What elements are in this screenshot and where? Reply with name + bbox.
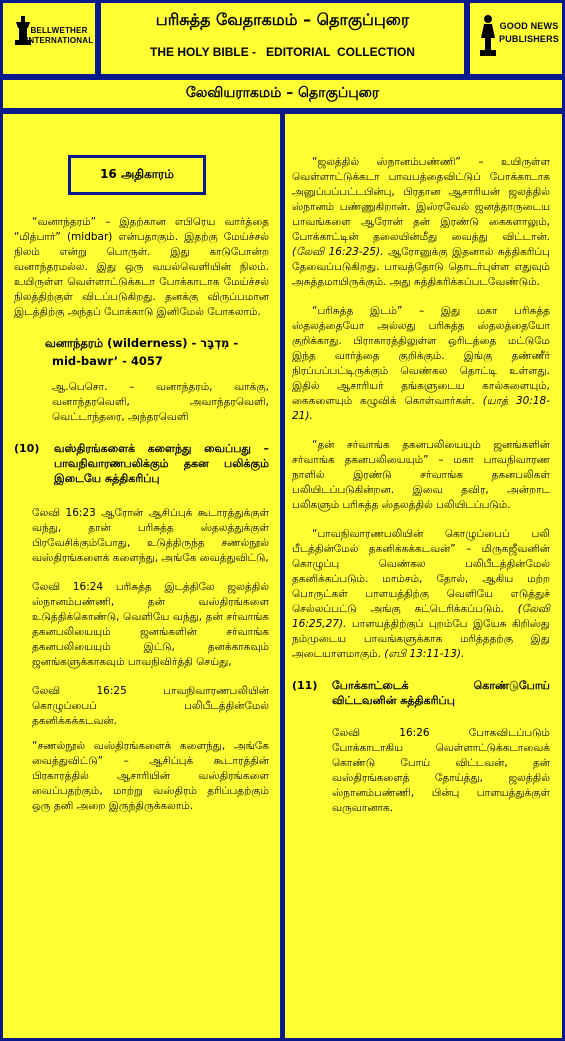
paragraph-fat-offering-text: “பாவநிவாரணபலியின் கொழுப்பைப் பலி பீடத்தின்மேல் தகனிக்கக்கடவன்” – மிருகஜீவனின் கொழுப்பு வெண்கல பலிபீடத்தின்மேல் தகனிக்கப்படும். மாம்சம், தோல், ஆகிய மற்ற பொருட்கள் பாளயத்திற்கு வெளியே எடுத்துச் செல்லப்பட்டு அங்கு சுட்டெரிக்கப்படும். — [292, 528, 550, 615]
good-news-emblem-icon — [477, 14, 499, 58]
verse-16-25-ref: லேவி 16:25 — [32, 685, 127, 697]
verse-16-24-text: பரிசுத்த இடத்திலே ஜலத்தில் ஸ்நானம்பண்ணி, தன் வஸ்திரங்களை உடுத்திக்கொண்டு, வெளியே வந்து, தன் சர்வாங்க தகனபலியையும் ஜனங்களின் சர்வாங்க தகனபலியையும் இட்டு, தனக்காகவும் ஜனங்களுக்காகவும் பாவநிவிர்த்தி செய்து, — [32, 581, 270, 668]
section-11-title: போக்காட்டைக் கொண்டுபோய் விட்டவனின் சுத்திகரிப்பு — [332, 679, 550, 707]
paragraph-holy-place — [292, 304, 550, 424]
bellwether-logo-line2: INTERNATIONAL — [26, 36, 94, 45]
chapter-label-box — [68, 155, 206, 195]
header-title-english: THE HOLY BIBLE - EDITORIAL COLLECTION — [150, 45, 415, 59]
wilderness-heading-line1: வனாந்தரம் (wilderness) - מִדְבָּר - — [44, 336, 239, 350]
section-10-number: (10) — [14, 442, 40, 455]
verse-16-23 — [14, 506, 269, 566]
paragraph-fat-offering-ref: (லேவி 16:25,27). — [292, 603, 550, 630]
paragraph-midbar: “வனாந்தரம்” – இதற்கான எபிரெய வார்த்தை “மித்பார்” (midbar) என்பதாகும். இதற்கு மேய்ச்சல் நிலம் என்று பொருள். இது காடுபோன்ற வனாந்தரமல்ல. இது ஒரு வயல்வெளியின் நிலம். உயிருள்ள வெள்ளாட்டுக்கடா போக்காடாக மேய்ச்சல் நிலத்திற்குள் விடப்படுகிறது. தனக்கு விருப்பமான இடத்திற்கு அந்தப் போக்காடு இனிமேல் போகலாம். — [14, 216, 269, 318]
paragraph-fat-offering — [292, 527, 550, 662]
paragraph-bathing — [292, 155, 550, 290]
paragraph-linen-garments: “சணல்நூல் வஸ்திரங்களைக் களைந்து, அங்கே வைத்துவிட்டு” – ஆசிப்புக் கூடாரத்தின் பிரகாரத்தில் ஆசாரியின் வஸ்திரங்களை வைப்பதற்கும், மாற்று வஸ்திரம் தரிப்பதற்கும் ஒரு தனி அறை இருந்திருக்கலாம். — [32, 740, 269, 812]
good-news-logo-line2: PUBLISHERS — [499, 34, 560, 44]
paragraph-fat-offering-ref2: (எபி 13:11-13). — [384, 648, 465, 660]
verse-16-25-text: பாவநிவாரணபலியின் கொழுப்பைப் பலிபீடத்தின்மேல் தகனிக்கக்கடவன். — [32, 685, 269, 727]
verse-16-26-ref: லேவி 16:26 — [332, 727, 430, 739]
chapter-label: 16 அதிகாரம் — [100, 167, 174, 181]
paragraph-bathing-end: ஆரோனுக்கு இதனால் சுத்திகரிப்பு தேவைப்படுகிறது. பாவத்தோடு தொடர்புள்ள எதுவும் அசுத்தமாயிருக்கும். அது சுத்திகரிக்கப்படவேண்டும். — [292, 246, 550, 288]
wilderness-heading — [14, 334, 269, 370]
verse-16-23-ref: லேவி 16:23 — [32, 507, 96, 519]
paragraph-burnt-offerings: “தன் சர்வாங்க தகனபலியையும் ஜனங்களின் சர்வாங்க தகனபலியையும்” – மகா பாவநிவாரண நாளில் இரண்டு சர்வாங்க தகனபலிகள் பலியிடப்படுகின்றன. இவை தவிர, அன்றாட பலிகளும் பரிசுத்த ஸ்தலத்தில் பலியிடப்படும். — [292, 439, 550, 511]
section-10-title: வஸ்திரங்களைக் களைந்து வைப்பது – பாவநிவாரணபலிக்கும் தகன பலிக்கும் இடையே சுத்திகரிப்பு — [54, 442, 269, 485]
verse-16-25 — [14, 684, 269, 729]
verse-16-26-text: போகவிடப்படும் போக்காடாகிய வெள்ளாட்டுக்கடாவைக் கொண்டு போய் விட்டவன், தன் வஸ்திரங்களைத் தோய்த்து, ஜலத்தில் ஸ்நானம்பண்ணி, பின்பு பாளயத்துக்குள் வருவானாக. — [332, 727, 551, 814]
verse-16-23-text: ஆரோன் ஆசிப்புக் கூடாரத்துக்குள் வந்து, தான் பரிசுத்த ஸ்தலத்துக்குள் பிரவேசிக்கும்போது, உடுத்திருந்த சணல்நூல் வஸ்திரங்களைக் களைந்து, அங்கே வைத்துவிட்டு, — [32, 507, 269, 564]
section-11-heading — [292, 678, 550, 708]
paragraph-holy-place-ref: (யாத் 30:18-21). — [292, 395, 550, 422]
verse-16-24 — [14, 580, 269, 670]
good-news-logo — [473, 8, 559, 70]
verse-16-24-ref: லேவி 16:24 — [32, 581, 104, 593]
wilderness-synonyms: ஆ.பெசொ. – வனாந்தரம், வாக்கு, வனாந்தரவெளி, அவாந்தரவெளி, வெட்டாந்தரை, அந்தரவெளி — [52, 381, 269, 423]
header-title-tamil: பரிசுத்த வேதாகமம் – தொகுப்புரை — [155, 10, 410, 29]
book-title: லேவியராகமம் – தொகுப்புரை — [185, 85, 380, 101]
good-news-logo-line1: GOOD NEWS — [499, 21, 559, 31]
paragraph-bathing-text: “ஜலத்தில் ஸ்நானம்பண்ணி” – உயிருள்ள வெள்ளாட்டுக்கடா பாவபத்தைவிட்டுப் போக்காடாக அனுப்பப்பட்டபின்பு, பிரதான ஆசாரியன் ஜலத்தில் ஸ்நானம் பண்ணுகிறான். இஸ்ரவேல் ஜனத்தாருடைய பாவங்களை ஆரோன் தன் இரண்டு கைகளாலும், போக்காட்டின் தலையின்மீது வைத்து விட்டான். — [292, 156, 550, 243]
left-column-text — [14, 215, 269, 814]
right-column-text — [292, 155, 550, 816]
bellwether-logo-line1: BELLWETHER — [30, 26, 88, 35]
paragraph-bathing-ref: (லேவி 16:23-25). — [292, 246, 384, 258]
verse-16-26 — [292, 726, 550, 816]
paragraph-holy-place-text: “பரிசுத்த இடம்” – இது மகா பரிசுத்த ஸ்தலத்தையோ அல்லது பரிசுத்த ஸ்தலத்தையோ குறிக்காது. பிராகாரத்திலுள்ள ஒரிடத்தை மட்டுமே இந்த வார்த்தை குறிக்கும். இங்கு தண்ணீர் நிரப்பப்பட்டிருக்கும் வெண்கல தொட்டி உள்ளது. இதில் ஆசாரியர் தங்களுடைய கால்களையும், கைகளையும் கழுவிக் கொள்வார்கள். — [292, 305, 550, 407]
section-10-heading — [14, 441, 269, 486]
section-11-number: (11) — [292, 679, 318, 692]
paragraph-fat-offering-end: பாளயத்திற்குப் புறம்பே இயேசு கிறிஸ்து நம்முடைய பாவங்களுக்காக மரித்ததற்கு இது அடையாளமாகும். — [292, 618, 550, 660]
wilderness-heading-line2: mid-bawr’ - 4057 — [52, 354, 163, 368]
bellwether-logo — [8, 8, 92, 70]
